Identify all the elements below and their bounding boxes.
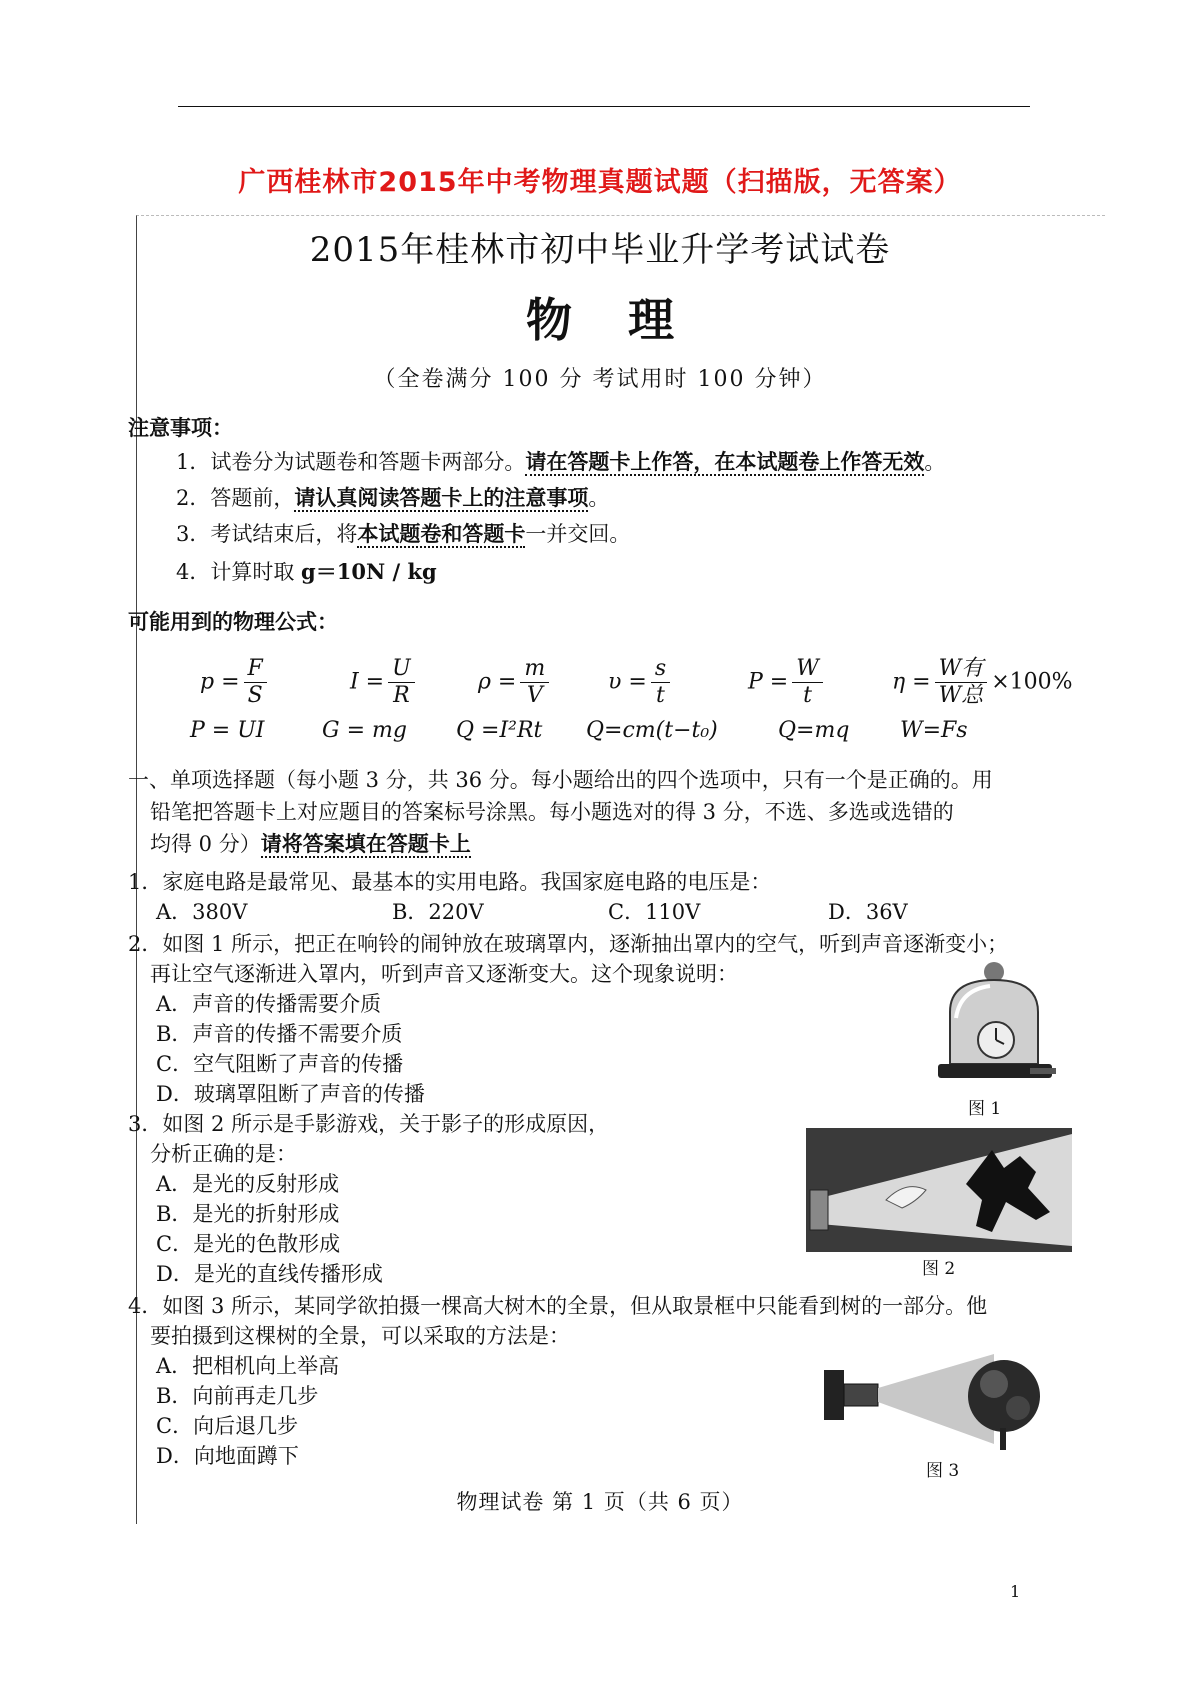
- question-3-option-b: B．是光的折射形成: [156, 1202, 340, 1226]
- notice-heading: 注意事项：: [128, 416, 233, 440]
- question-1-option-b: B．220V: [392, 900, 484, 924]
- formula-denominator: W总: [938, 683, 984, 708]
- notice-text: 。: [588, 486, 610, 510]
- question-4-option-a: A．把相机向上举高: [156, 1354, 340, 1378]
- formula-numerator: U: [388, 656, 415, 683]
- header-rule: [178, 106, 1030, 107]
- notice-item-3: [176, 518, 630, 548]
- question-2-stem-line2: 再让空气逐渐进入罩内，听到声音又逐渐变大。这个现象说明：: [150, 962, 738, 986]
- section1-instruction-line1: [128, 764, 993, 794]
- bell-jar-figure: [930, 960, 1060, 1084]
- exam-title: 2015年桂林市初中毕业升学考试试卷: [309, 230, 891, 270]
- notice-emphasis: 请认真阅读答题卡上的注意事项: [294, 485, 589, 510]
- question-2-stem-line1: 2．如图 1 所示，把正在响铃的闹钟放在玻璃罩内，逐渐抽出罩内的空气，听到声音逐渐变小；: [128, 932, 1009, 956]
- formula-current: [350, 656, 419, 709]
- question-2-option-a: A．声音的传播需要介质: [156, 992, 382, 1016]
- question-4-option-c: C．向后退几步: [156, 1414, 299, 1438]
- formula-electric-power: P = UI: [190, 718, 265, 743]
- formula-lhs: I =: [350, 669, 385, 695]
- formula-lhs: p =: [200, 669, 240, 695]
- formula-pressure: [200, 656, 271, 709]
- question-1-option-d: D．36V: [828, 900, 908, 924]
- formula-denominator: R: [393, 683, 410, 708]
- score-note: （全卷满分 100 分 考试用时 100 分钟）: [373, 367, 827, 392]
- question-4-option-b: B．向前再走几步: [156, 1384, 319, 1408]
- formula-denominator: S: [247, 683, 263, 708]
- question-1-stem: 1．家庭电路是最常见、最基本的实用电路。我国家庭电路的电压是：: [128, 870, 772, 894]
- formula-fuel-heat: Q=mq: [778, 718, 850, 743]
- figure-1-caption: 图 1: [968, 1099, 1002, 1119]
- question-4-stem-line1: 4．如图 3 所示，某同学欲拍摄一棵高大树木的全景，但从取景框中只能看到树的一部分。他: [128, 1294, 988, 1318]
- question-3-option-a: A．是光的反射形成: [156, 1172, 340, 1196]
- formula-suffix: ×100%: [991, 669, 1073, 695]
- formula-numerator: s: [651, 656, 670, 683]
- document-title: 广西桂林市2015年中考物理真题试题（扫描版，无答案）: [238, 167, 962, 198]
- question-2-option-b: B．声音的传播不需要介质: [156, 1022, 403, 1046]
- question-2-option-d: D．玻璃罩阻断了声音的传播: [156, 1082, 425, 1106]
- section1-emphasis: 请将答案填在答题卡上: [260, 831, 471, 856]
- formula-heading: 可能用到的物理公式：: [128, 610, 338, 634]
- formula-joule-heat: Q =I²Rt: [456, 718, 543, 743]
- question-3-option-c: C．是光的色散形成: [156, 1232, 341, 1256]
- notice-emphasis: 请在答题卡上作答，在本试题卷上作答无效: [525, 449, 925, 474]
- hand-shadow-figure: [806, 1128, 1072, 1252]
- formula-lhs: ρ =: [478, 669, 517, 695]
- formula-numerator: F: [244, 656, 267, 683]
- formula-efficiency: [892, 656, 1073, 709]
- formula-specific-heat: Q=cm(t−t₀): [586, 718, 718, 743]
- notice-item-1: [176, 446, 945, 476]
- subject-title: 物理: [526, 293, 730, 347]
- formula-speed: [608, 656, 674, 709]
- formula-power: [748, 656, 827, 709]
- formula-denominator: t: [656, 683, 665, 708]
- formula-numerator: W: [792, 656, 823, 683]
- question-1-option-c: C．110V: [608, 900, 701, 924]
- notice-text: 一并交回。: [525, 522, 631, 546]
- notice-text: 1．试卷分为试题卷和答题卡两部分。: [176, 450, 526, 474]
- question-2-option-c: C．空气阻断了声音的传播: [156, 1052, 404, 1076]
- section1-instruction-line2: 铅笔把答题卡上对应题目的答案标号涂黑。每小题选对的得 3 分，不选、多选或选错的: [150, 800, 954, 824]
- notice-emphasis: 本试题卷和答题卡: [357, 521, 526, 546]
- notice-item-4: [176, 556, 437, 586]
- notice-g-value: g＝10N / kg: [301, 559, 437, 584]
- question-1-option-a: A．380V: [156, 900, 248, 924]
- formula-denominator: t: [803, 683, 812, 708]
- formula-gravity: G = mg: [322, 718, 407, 743]
- section1-instruction-line3: [150, 828, 471, 858]
- notice-item-2: [176, 482, 609, 512]
- formula-lhs: P =: [748, 669, 789, 695]
- formula-lhs: υ =: [608, 669, 647, 695]
- formula-lhs: η =: [892, 669, 931, 695]
- formula-numerator: m: [520, 656, 549, 683]
- formula-work: W=Fs: [900, 718, 968, 743]
- question-4-stem-line2: 要拍摄到这棵树的全景，可以采取的方法是：: [150, 1324, 570, 1348]
- formula-numerator: W有: [935, 656, 988, 683]
- page-footer: 物理试卷 第 1 页（共 6 页）: [456, 1490, 744, 1514]
- question-4-option-d: D．向地面蹲下: [156, 1444, 299, 1468]
- section1-text: 一、单项选择题（每小题 3 分，共 36 分。每小题给出的四个选项中，只有一个是正确的。用: [128, 768, 993, 792]
- formula-density: [478, 656, 553, 709]
- page-number: 1: [1010, 1582, 1021, 1601]
- camera-tree-figure: [818, 1348, 1050, 1452]
- question-3-option-d: D．是光的直线传播形成: [156, 1262, 383, 1286]
- notice-text: 3．考试结束后，将: [176, 522, 358, 546]
- notice-text: 。: [924, 450, 946, 474]
- formula-denominator: V: [526, 683, 543, 708]
- section1-text: 均得 0 分）: [150, 832, 261, 856]
- question-3-stem-line2: 分析正确的是：: [150, 1142, 297, 1166]
- figure-2-caption: 图 2: [922, 1259, 956, 1279]
- figure-3-caption: 图 3: [926, 1461, 960, 1481]
- notice-text: 2．答题前，: [176, 486, 295, 510]
- notice-text: 4．计算时取: [176, 560, 302, 584]
- question-3-stem-line1: 3．如图 2 所示是手影游戏，关于影子的形成原因，: [128, 1112, 610, 1136]
